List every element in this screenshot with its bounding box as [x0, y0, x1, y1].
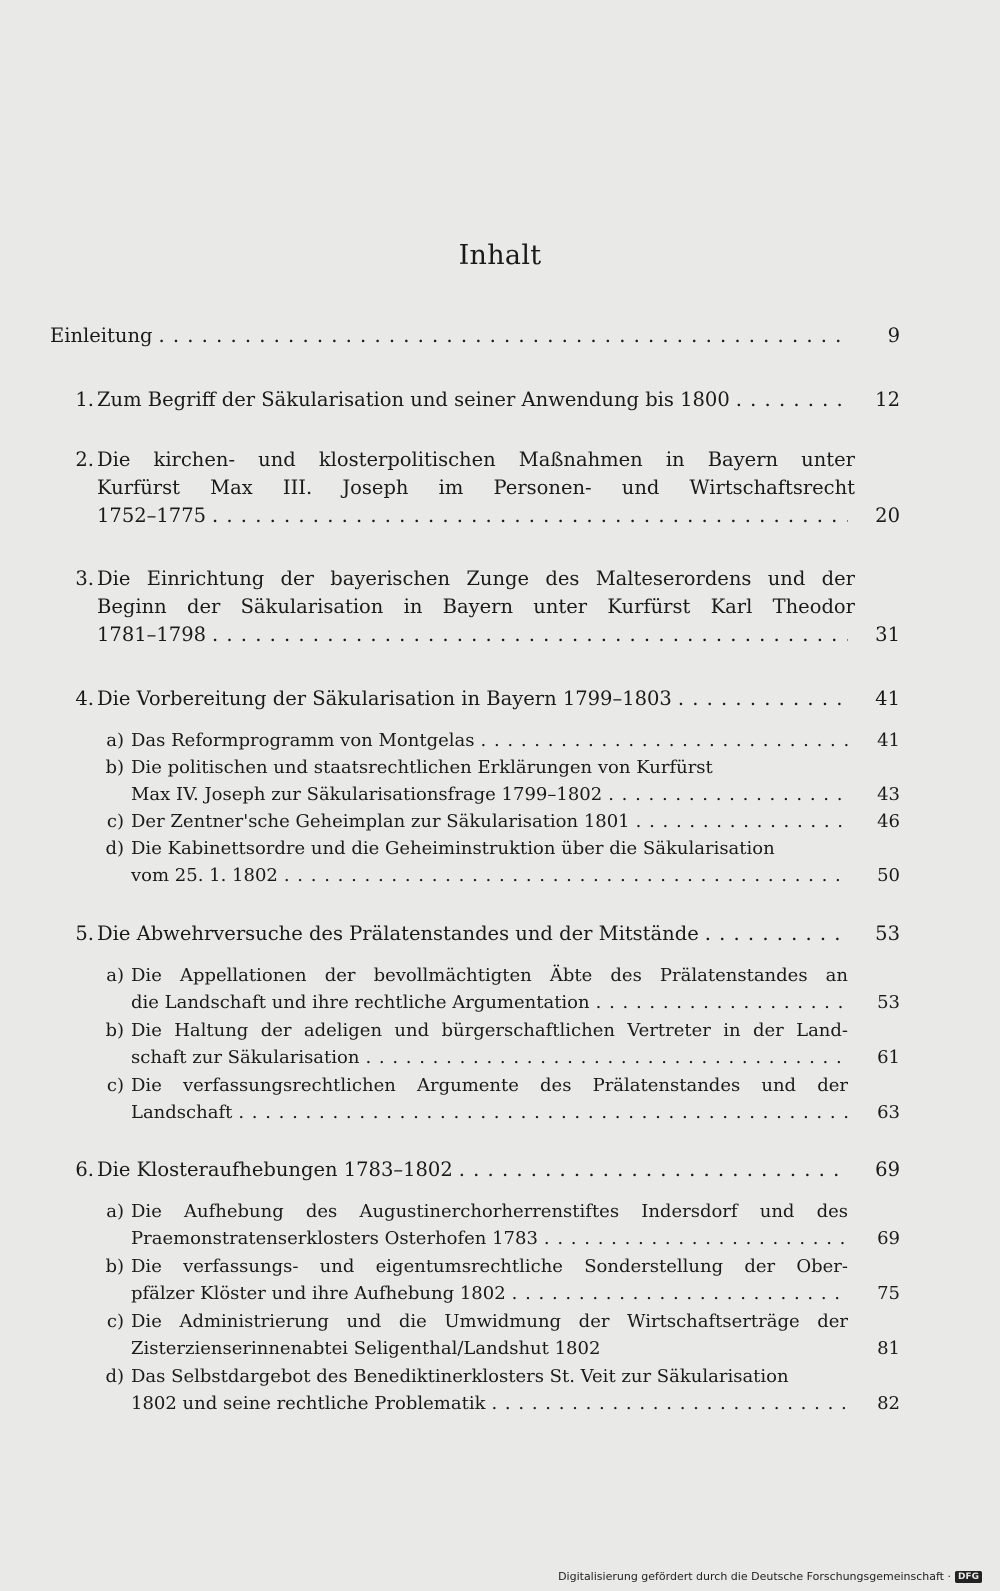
entry-title: Das Reformprogramm von Montgelas — [131, 730, 475, 751]
toc-entry-5a[interactable] — [50, 962, 900, 1016]
dot-leader — [705, 920, 848, 948]
toc-entry-4a[interactable] — [50, 727, 900, 754]
entry-title-line-1: Die Appellationen der bevollmächtigten Äbte des Prälatenstandes an — [131, 965, 848, 986]
page-number: 20 — [875, 504, 900, 527]
dot-leader — [284, 862, 848, 890]
dot-leader — [238, 1099, 848, 1127]
dot-leader — [491, 1390, 848, 1418]
toc-entry-4c[interactable] — [50, 808, 900, 835]
toc-entry-6a[interactable] — [50, 1198, 900, 1252]
entry-title-line-2: Landschaft — [131, 1102, 233, 1123]
entry-title-line-1: Die Administrierung und die Umwidmung der Wirtschaftserträge der — [131, 1311, 848, 1332]
section-letter: d) — [105, 838, 124, 859]
entry-title-line-2: Praemonstratenserklosters Osterhofen 1783 — [131, 1228, 538, 1249]
entry-title-line-1: Die Aufhebung des Augustinerchorherrenstiftes Indersdorf und des — [131, 1201, 848, 1222]
entry-title-line-1: Die verfassungsrechtlichen Argumente des Prälatenstandes und der — [131, 1075, 848, 1096]
chapter-number: 6. — [75, 1158, 94, 1181]
page-number: 46 — [877, 811, 900, 832]
dot-leader — [544, 1225, 848, 1253]
entry-title-line-2: 1802 und seine rechtliche Problematik — [131, 1393, 486, 1414]
dot-leader — [212, 502, 848, 530]
dfg-logo: DFG — [955, 1571, 982, 1583]
page-number: 41 — [875, 687, 900, 710]
entry-title-line-2: Max IV. Joseph zur Säkularisationsfrage 1799–1802 — [131, 784, 603, 805]
section-letter: c) — [106, 811, 124, 832]
toc-entry-5b[interactable] — [50, 1017, 900, 1071]
page-number: 63 — [877, 1102, 900, 1123]
toc-entry-5c[interactable] — [50, 1072, 900, 1126]
dot-leader — [678, 685, 848, 713]
digitization-footer — [558, 1570, 982, 1583]
toc-entry-chapter-3[interactable] — [50, 565, 900, 649]
section-letter: c) — [106, 1311, 124, 1332]
toc-entry-4d[interactable] — [50, 835, 900, 889]
page-number: 61 — [877, 1047, 900, 1068]
entry-title-line-1: Die kirchen- und klosterpolitischen Maßnahmen in Bayern unter — [97, 448, 855, 471]
entry-title: Der Zentner'sche Geheimplan zur Säkularisation 1801 — [131, 811, 630, 832]
entry-title: Die Vorbereitung der Säkularisation in Bayern 1799–1803 — [97, 687, 672, 710]
page-number: 50 — [877, 865, 900, 886]
toc-entry-6d[interactable] — [50, 1363, 900, 1417]
section-letter: b) — [105, 1256, 124, 1277]
chapter-number: 5. — [75, 922, 94, 945]
page-number: 53 — [877, 992, 900, 1013]
entry-title-line-1: Die verfassungs- und eigentumsrechtliche Sonderstellung der Ober- — [131, 1256, 848, 1277]
toc-entry-chapter-2[interactable] — [50, 446, 900, 530]
chapter-number: 3. — [75, 567, 94, 590]
dot-leader — [596, 989, 848, 1017]
toc-entry-chapter-6[interactable] — [50, 1156, 900, 1184]
entry-title-line-2: Kurfürst Max III. Joseph im Personen- und Wirtschaftsrecht — [97, 476, 855, 499]
section-letter: a) — [106, 730, 124, 751]
entry-title: Die Abwehrversuche des Prälatenstandes und der Mitstände — [97, 922, 699, 945]
page-number: 69 — [877, 1228, 900, 1249]
dot-leader — [158, 322, 848, 350]
chapter-number: 2. — [75, 448, 94, 471]
toc-entry-chapter-1[interactable] — [50, 386, 900, 414]
dot-leader — [459, 1156, 848, 1184]
section-letter: a) — [106, 965, 124, 986]
entry-title-line-3: 1752–1775 — [97, 504, 207, 527]
page-number: 81 — [877, 1338, 900, 1359]
entry-title: Zum Begriff der Säkularisation und seiner Anwendung bis 1800 — [97, 388, 730, 411]
toc-entry-chapter-5[interactable] — [50, 920, 900, 948]
section-letter: b) — [105, 757, 124, 778]
entry-title-line-1: Die Einrichtung der bayerischen Zunge des Malteserordens und der — [97, 567, 855, 590]
toc-entry-4b[interactable] — [50, 754, 900, 808]
toc-entry-introduction[interactable] — [50, 322, 900, 350]
page-number: 31 — [875, 623, 900, 646]
dot-leader — [512, 1280, 848, 1308]
entry-title-line-2: die Landschaft und ihre rechtliche Argumentation — [131, 992, 590, 1013]
toc-entry-6c[interactable] — [50, 1308, 900, 1362]
section-letter: a) — [106, 1201, 124, 1222]
entry-title-line-3: 1781–1798 — [97, 623, 207, 646]
entry-title-line-1: Die politischen und staatsrechtlichen Erklärungen von Kurfürst — [131, 757, 713, 778]
toc-entry-6b[interactable] — [50, 1253, 900, 1307]
dot-leader — [636, 808, 848, 836]
dot-leader — [212, 621, 848, 649]
dot-leader — [365, 1044, 848, 1072]
page-number: 41 — [877, 730, 900, 751]
page-number: 12 — [875, 388, 900, 411]
entry-title-line-2: vom 25. 1. 1802 — [131, 865, 278, 886]
footer-text: Digitalisierung gefördert durch die Deutsche Forschungsgemeinschaft · — [558, 1570, 951, 1583]
chapter-number: 4. — [75, 687, 94, 710]
toc-entry-chapter-4[interactable] — [50, 685, 900, 713]
page-title: Inhalt — [458, 240, 542, 271]
entry-title-line-1: Die Haltung der adeligen und bürgerschaftlichen Vertreter in der Land- — [131, 1020, 848, 1041]
dot-leader — [608, 781, 848, 809]
section-letter: b) — [105, 1020, 124, 1041]
entry-title: Einleitung — [50, 324, 153, 347]
dot-leader — [481, 727, 849, 755]
entry-title-line-1: Die Kabinettsordre und die Geheiminstruktion über die Säkularisation — [131, 838, 775, 859]
dot-leader — [736, 386, 848, 414]
page-number: 82 — [877, 1393, 900, 1414]
entry-title-line-2: Beginn der Säkularisation in Bayern unter Kurfürst Karl Theodor — [97, 595, 855, 618]
page-number: 9 — [887, 324, 900, 347]
entry-title-line-2: Zisterzienserinnenabtei Seligenthal/Landshut 1802 — [131, 1338, 601, 1359]
entry-title-line-2: schaft zur Säkularisation — [131, 1047, 360, 1068]
page-number: 75 — [877, 1283, 900, 1304]
page-number: 43 — [877, 784, 900, 805]
section-letter: d) — [105, 1366, 124, 1387]
entry-title-line-2: pfälzer Klöster und ihre Aufhebung 1802 — [131, 1283, 506, 1304]
page-number: 53 — [875, 922, 900, 945]
page-number: 69 — [875, 1158, 900, 1181]
chapter-number: 1. — [75, 388, 94, 411]
section-letter: c) — [106, 1075, 124, 1096]
entry-title: Die Klosteraufhebungen 1783–1802 — [97, 1158, 453, 1181]
entry-title-line-1: Das Selbstdargebot des Benediktinerklosters St. Veit zur Säkularisation — [131, 1366, 789, 1387]
